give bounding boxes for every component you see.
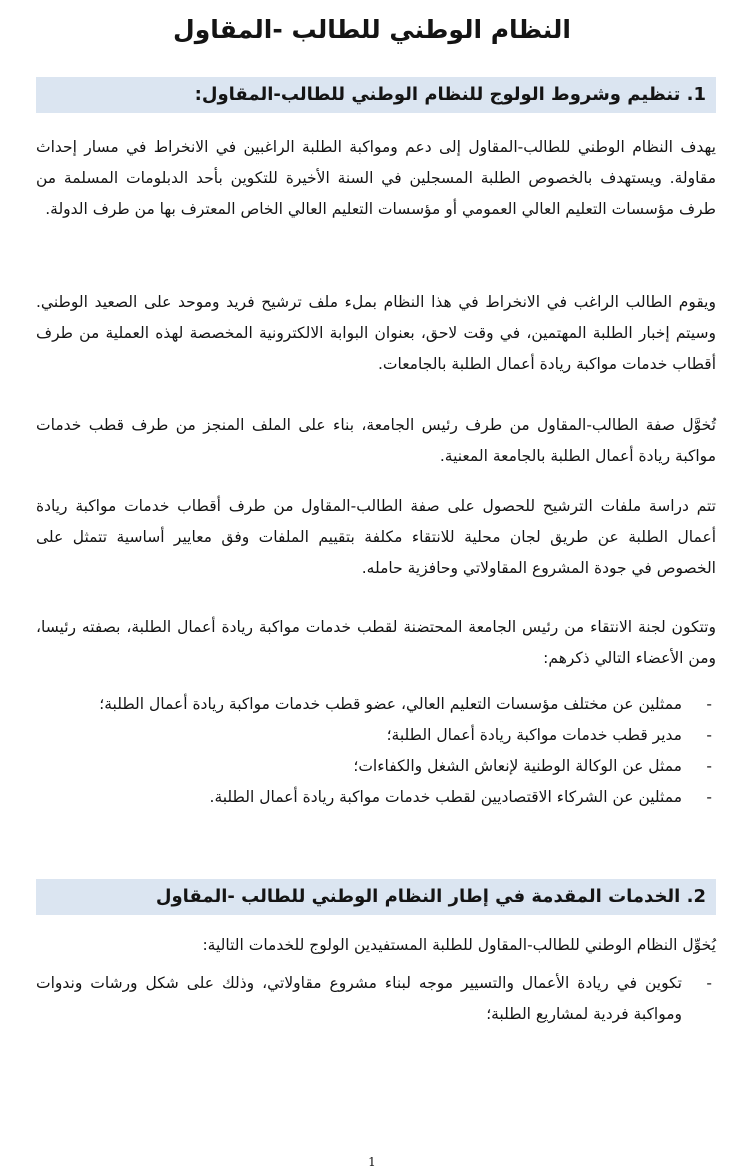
list-item (36, 751, 716, 782)
paragraph-text: تتم دراسة ملفات الترشيح للحصول على صفة الطالب-المقاول من طرف أقطاب خدمات مواكبة ريادة أعمال الطلبة عن طريق لجان محلية للانتقاء مكلفة بتقييم الملفات وفق معايير أساسية تتمثل على الخصوص في جودة المشروع المقاولاتي وحافزية حامله. (36, 497, 716, 577)
list-dash-marker: - (706, 726, 712, 744)
section-1-paragraph-4 (36, 491, 716, 584)
paragraph-text: تُخوَّل صفة الطالب-المقاول من طرف رئيس الجامعة، بناء على الملف المنجز من طرف قطب خدمات مواكبة ريادة أعمال الطلبة بالجامعة المعنية. (36, 416, 716, 465)
list-item-text: ممثلين عن مختلف مؤسسات التعليم العالي، عضو قطب خدمات مواكبة ريادة أعمال الطلبة؛ (99, 695, 682, 713)
paragraph-text: يهدف النظام الوطني للطالب-المقاول إلى دعم ومواكبة الطلبة الراغبين في الانخراط في مسار إحداث مقاولة. ويستهدف بالخصوص الطلبة المسجلين في السنة الأخيرة للتكوين بأحد الدبلومات المسلمة من طرف مؤسسات التعليم العالي العمومي أو مؤسسات التعليم العالي الخاص المعترف بها من طرف الدولة. (36, 138, 716, 218)
paragraph-text: وتتكون لجنة الانتقاء من رئيس الجامعة المحتضنة لقطب خدمات مواكبة ريادة أعمال الطلبة، بصفته رئيسا، ومن الأعضاء التالي ذكرهم: (36, 618, 716, 667)
list-dash-marker: - (706, 788, 712, 806)
page-number: 1 (368, 1155, 376, 1169)
section-1-paragraph-5 (36, 612, 716, 674)
list-item (36, 782, 716, 813)
section-2-heading: 2. الخدمات المقدمة في إطار النظام الوطني للطالب -المقاول (36, 879, 716, 915)
list-dash-marker: - (706, 974, 712, 992)
selection-committee-members (36, 689, 716, 813)
section-2-intro (36, 930, 716, 961)
services-list (36, 968, 716, 1030)
list-item-text: ممثلين عن الشركاء الاقتصاديين لقطب خدمات مواكبة ريادة أعمال الطلبة. (209, 788, 682, 806)
list-item (36, 720, 716, 751)
section-1-paragraph-1 (36, 132, 716, 225)
document-title: النظام الوطني للطالب -المقاول (173, 15, 571, 44)
list-item-text: مدير قطب خدمات مواكبة ريادة أعمال الطلبة؛ (386, 726, 682, 744)
paragraph-text: يُخوِّل النظام الوطني للطالب-المقاول للطلبة المستفيدين الولوج للخدمات التالية: (202, 936, 716, 954)
section-1-paragraph-3 (36, 410, 716, 472)
list-dash-marker: - (706, 695, 712, 713)
services-block (36, 968, 716, 1030)
members-list (36, 689, 716, 813)
list-item-text: ممثل عن الوكالة الوطنية لإنعاش الشغل والكفاءات؛ (353, 757, 682, 775)
section-1-paragraph-2 (36, 287, 716, 380)
list-item-text: تكوين في ريادة الأعمال والتسيير موجه لبناء مشروع مقاولاتي، وذلك على شكل ورشات وندوات ومواكبة فردية لمشاريع الطلبة؛ (36, 974, 682, 1023)
paragraph-text: ويقوم الطالب الراغب في الانخراط في هذا النظام بملء ملف ترشيح فريد وموحد على الصعيد الوطني. وسيتم إخبار الطلبة المهتمين، في وقت لاحق، بعنوان البوابة الالكترونية المخصصة لهذه العملية من طرف أقطاب خدمات مواكبة ريادة أعمال الطلبة بالجامعات. (36, 293, 716, 373)
list-item (36, 689, 716, 720)
list-dash-marker: - (706, 757, 712, 775)
list-item (36, 968, 716, 1030)
section-1-heading: 1. تنظيم وشروط الولوج للنظام الوطني للطالب-المقاول: (36, 77, 716, 113)
